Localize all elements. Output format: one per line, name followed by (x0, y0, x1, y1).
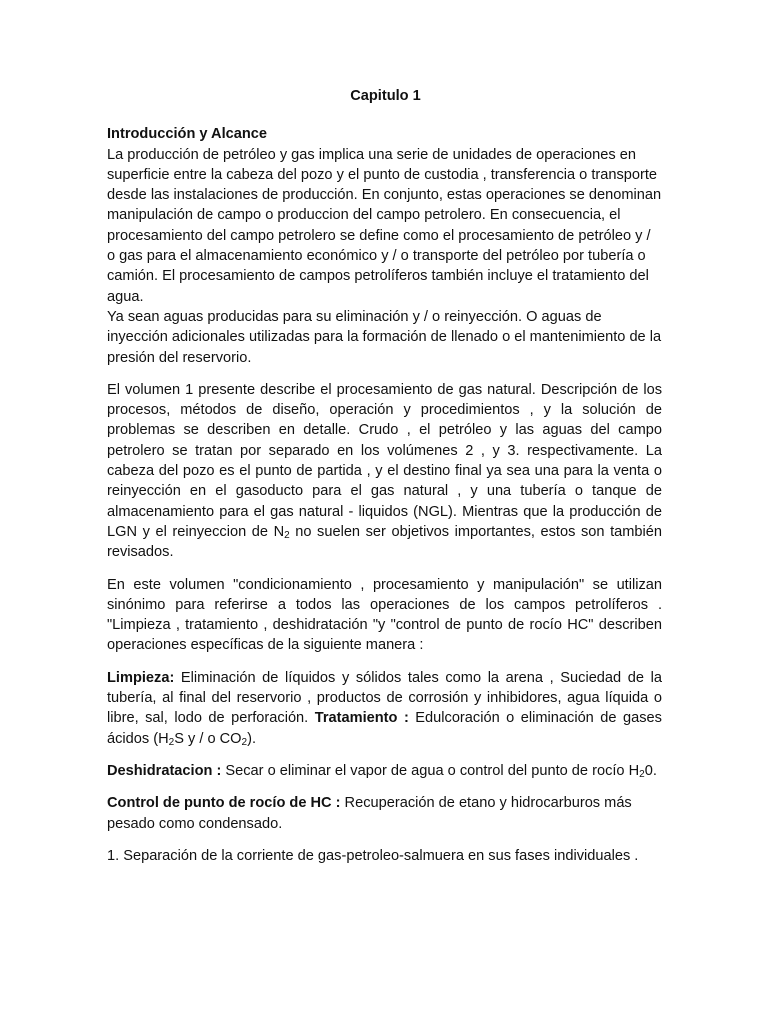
deshidratacion-paragraph (107, 761, 662, 781)
list-item-1: 1. Separación de la corriente de gas-petroleo-salmuera en sus fases individuales . (107, 847, 639, 864)
tratamiento-text-b: S y / o CO (174, 730, 242, 747)
h2s-subscript: 2 (168, 736, 175, 748)
intro-paragraph-2: Ya sean aguas producidas para su eliminación y / o reinyección. O aguas de inyección adicionales utilizadas para la formación de llenado o el mantenimiento de la presión del reservorio. (107, 308, 662, 366)
deshidratacion-label: Deshidratacion : (107, 762, 222, 779)
volume-paragraph-text-b: no suelen ser objetivos importantes, estos son también revisados. (107, 523, 662, 561)
tratamiento-text-a: Edulcoración o eliminación de gases ácidos (H (107, 710, 662, 747)
deshidratacion-text-b: 0. (644, 762, 657, 779)
control-label: Control de punto de rocío de HC : (107, 795, 341, 812)
section-heading: Introducción y Alcance (107, 126, 268, 143)
volume-paragraph-text-a: El volumen 1 presente describe el procesamiento de gas natural. Descripción de los procesos, métodos de diseño, operación y procedimientos , y la solución de problemas se describen en detalle. Crudo , el petróleo y las aguas del campo petrolero se tratan por separado en los volúmenes 2 , y 3. respectivamente. La cabeza del pozo es el punto de partida , y el destino final ya sea una para la venta o reinyección en el gasoducto para el gas natural , y una tubería o tanque de almacenamiento para el gas natural - liquidos (NGL). Mientras que la producción de LGN y el reinyeccion de N (107, 381, 662, 540)
limpieza-label: Limpieza: (107, 669, 175, 686)
limpieza-text: Eliminación de líquidos y sólidos tales como la arena , Suciedad de la tubería, al final del reservorio , productos de corrosión y inhibidores, agua líquida o libre, sal, lodo de perforación. (107, 669, 662, 727)
deshidratacion-text-a: Secar o eliminar el vapor de agua o control del punto de rocío H (221, 762, 640, 779)
tratamiento-label: Tratamiento : (314, 710, 409, 727)
chapter-title: Capitulo 1 (350, 88, 421, 104)
control-text: Recuperación de etano y hidrocarburos más pesado como condensado. (107, 795, 632, 832)
nitrogen-subscript: 2 (284, 529, 290, 541)
tratamiento-text-c: ). (247, 730, 256, 747)
conditioning-paragraph: En este volumen "condicionamiento , procesamiento y manipulación" se utilizan sinónimo para referirse a todos las operaciones de los campos petrolíferos . "Limpieza , tratamiento , deshidratación "y "control de punto de rocío HC" describen operaciones específicas de la siguiente manera : (107, 576, 662, 654)
volume-paragraph (107, 380, 662, 563)
h2o-subscript: 2 (639, 768, 645, 780)
co2-subscript: 2 (241, 736, 248, 748)
control-paragraph (107, 793, 662, 834)
document-page (107, 86, 662, 866)
intro-paragraph: La producción de petróleo y gas implica una serie de unidades de operaciones en superficie entre la cabeza del pozo y el punto de custodia , transferencia o transporte desde las instalaciones de producción. En conjunto, estas operaciones se denominan manipulación de campo o produccion del campo petrolero. En consecuencia, el procesamiento del campo petrolero se define como el procesamiento de petróleo y / o gas para el almacenamiento económico y / o transporte del petróleo por tubería o camión. El procesamiento de campos petrolíferos también incluye el tratamiento del agua. (107, 146, 662, 305)
limpieza-paragraph (107, 668, 662, 749)
